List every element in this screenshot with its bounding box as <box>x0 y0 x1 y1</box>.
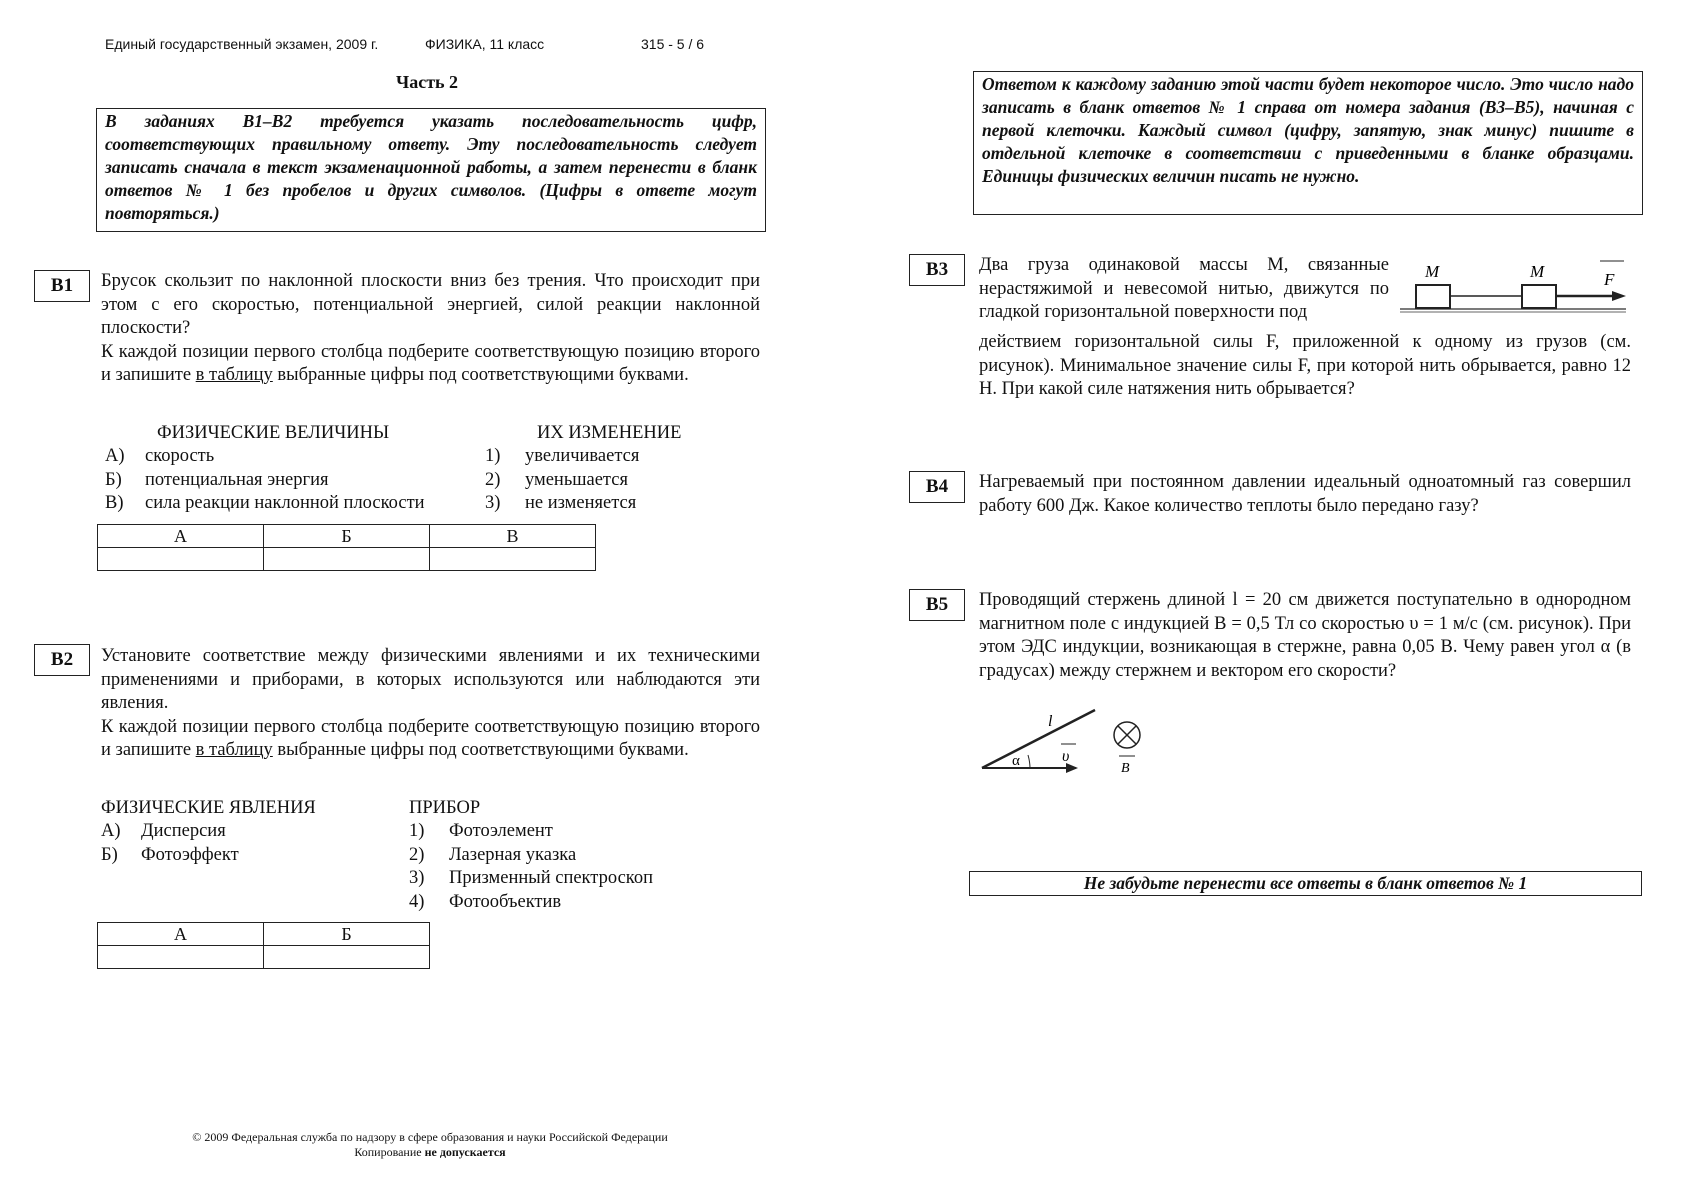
block-2 <box>1522 285 1556 308</box>
list-item: Б) Фотоэффект <box>101 844 239 865</box>
b2-left-header: ФИЗИЧЕСКИЕ ЯВЛЕНИЯ <box>101 798 316 818</box>
field-label: B <box>1121 761 1130 776</box>
b1-answer-table <box>97 524 596 571</box>
b4-text: Нагреваемый при постоянном давлении идеальный одноатомный газ совершил работу 600 Дж. Какое количество теплоты было передано газу? <box>979 472 1631 516</box>
task-label-b4: B4 <box>909 471 965 503</box>
b3-text-1: Два груза одинаковой массы M, связанные нерастяжимой и невесомой нитью, движутся по гладкой горизонтальной поверхности под <box>979 255 1389 322</box>
b2-right-list <box>409 820 653 914</box>
footer-copy-bold: не допускается <box>424 1145 506 1159</box>
b1-task-link: в таблицу <box>195 365 273 385</box>
b1-task-pre: К каждой позиции первого столбца подберите соответствующую позицию второго и запишите <box>101 341 760 385</box>
instruction-b3-b5: Ответом к каждому заданию этой части будет некоторое число. Это число надо записать в бланк ответов № 1 справа от номера задания (В3–В5), начиная с первой клеточки. Каждый символ (цифру, запятую, знак минус) пишите в отдельной клеточке в соответствии с приведенными в бланке образцами. Единицы физических величин писать не нужно. <box>973 71 1643 215</box>
task-label-b3: B3 <box>909 254 965 286</box>
angle-label: α <box>1012 753 1020 769</box>
list-item: 2) Лазерная указка <box>409 844 577 865</box>
list-item: 2) уменьшается <box>485 469 628 490</box>
list-item: 1) увеличивается <box>485 446 640 466</box>
b2-task-pre: К каждой позиции первого столбца подберите соответствующую позицию второго и запишите <box>101 716 760 760</box>
b2-answer-table <box>97 922 430 969</box>
b1-question <box>101 270 760 388</box>
mass-label-2: M <box>1530 262 1545 281</box>
table-header-v: В <box>430 525 596 548</box>
b2-left-list <box>101 820 239 867</box>
table-header-b: Б <box>264 525 430 548</box>
task-label-b5: B5 <box>909 589 965 621</box>
b1-right-list <box>485 445 639 516</box>
mass-label-1: M <box>1425 262 1440 281</box>
b1-left-header: ФИЗИЧЕСКИЕ ВЕЛИЧИНЫ <box>157 423 390 443</box>
answer-cell[interactable] <box>98 946 264 969</box>
footer-copy-note: Копирование не допускается <box>354 1145 506 1159</box>
list-item: Б) потенциальная энергия <box>105 469 329 490</box>
table-header-a: А <box>98 923 264 946</box>
subject-title: ФИЗИКА, 11 класс <box>425 36 545 52</box>
list-item: 4) Фотообъектив <box>409 891 562 912</box>
b2-question-text: Установите соответствие между физическими явлениями и их техническими применениями и приборами, в которых используются или наблюдаются эти явления. <box>101 646 760 713</box>
velocity-label: υ <box>1062 748 1070 765</box>
exam-title: Единый государственный экзамен, 2009 г. <box>105 36 379 52</box>
force-arrow-head <box>1612 291 1626 301</box>
surface-hatch <box>1400 309 1626 312</box>
b1-question-text: Брусок скользит по наклонной плоскости вниз без трения. Что происходит при этом с его скоростью, потенциальной энергией, силой реакции наклонной плоскости? <box>101 271 760 338</box>
list-item: 3) не изменяется <box>485 493 637 513</box>
part-title: Часть 2 <box>396 72 459 92</box>
task-label-b1: B1 <box>34 270 90 302</box>
page-number: 315 - 5 / 6 <box>641 36 705 52</box>
force-label: F <box>1604 270 1615 289</box>
reminder-box: Не забудьте перенести все ответы в бланк ответов № 1 <box>969 871 1642 896</box>
footer <box>150 1130 710 1160</box>
b2-task <box>101 716 760 763</box>
answer-cell[interactable] <box>430 548 596 571</box>
footer-copyright: © 2009 Федеральная служба по надзору в сфере образования и науки Российской Федерации <box>192 1130 668 1144</box>
b1-left-list <box>105 445 425 516</box>
list-item: 3) Призменный спектроскоп <box>409 868 653 888</box>
b2-task-link: в таблицу <box>195 740 273 760</box>
task-label-b2: B2 <box>34 644 90 676</box>
b5-text: Проводящий стержень длиной l = 20 см движется поступательно в однородном магнитном поле с индукцией B = 0,5 Тл со скоростью υ = 1 м/с (см. рисунок). При этом ЭДС индукции, возникающая в стержне, равна 0,05 В. Чему равен угол α (в градусах) между стержнем и вектором его скорости? <box>979 590 1631 681</box>
b2-right-header: ПРИБОР <box>409 798 481 818</box>
answer-cell[interactable] <box>264 548 430 571</box>
list-item: А) Дисперсия <box>101 821 226 841</box>
answer-cell[interactable] <box>264 946 430 969</box>
b3-text-2: действием горизонтальной силы F, приложенной к одному из грузов (см. рисунок). Минимальное значение силы F, при которой нить обрывается, равно 12 Н. При какой силе натяжения нить обрывается? <box>979 332 1631 399</box>
b3-figure <box>1398 255 1631 320</box>
angle-arc <box>1028 755 1030 768</box>
b2-task-post: выбранные цифры под соответствующими буквами. <box>272 740 689 760</box>
answer-cell[interactable] <box>98 548 264 571</box>
table-header-b: Б <box>264 923 430 946</box>
b5-figure <box>978 704 1153 779</box>
block-1 <box>1416 285 1450 308</box>
instruction-b1-b2: В заданиях В1–В2 требуется указать последовательность цифр, соответствующих правильному ответу. Эту последовательность следует записать сначала в текст экзаменационной работы, а затем перенести в бланк ответов № 1 без пробелов и других символов. (Цифры в ответе могут повторяться.) <box>96 108 766 232</box>
b1-task <box>101 341 760 388</box>
b1-task-post: выбранные цифры под соответствующими буквами. <box>272 365 689 385</box>
list-item: А) скорость <box>105 446 215 466</box>
length-label: l <box>1048 713 1053 730</box>
list-item: 1) Фотоэлемент <box>409 821 553 841</box>
list-item: В) сила реакции наклонной плоскости <box>105 493 425 513</box>
table-header-a: А <box>98 525 264 548</box>
b2-question <box>101 645 760 763</box>
rod-line <box>982 710 1095 768</box>
b1-right-header: ИХ ИЗМЕНЕНИЕ <box>537 423 682 443</box>
